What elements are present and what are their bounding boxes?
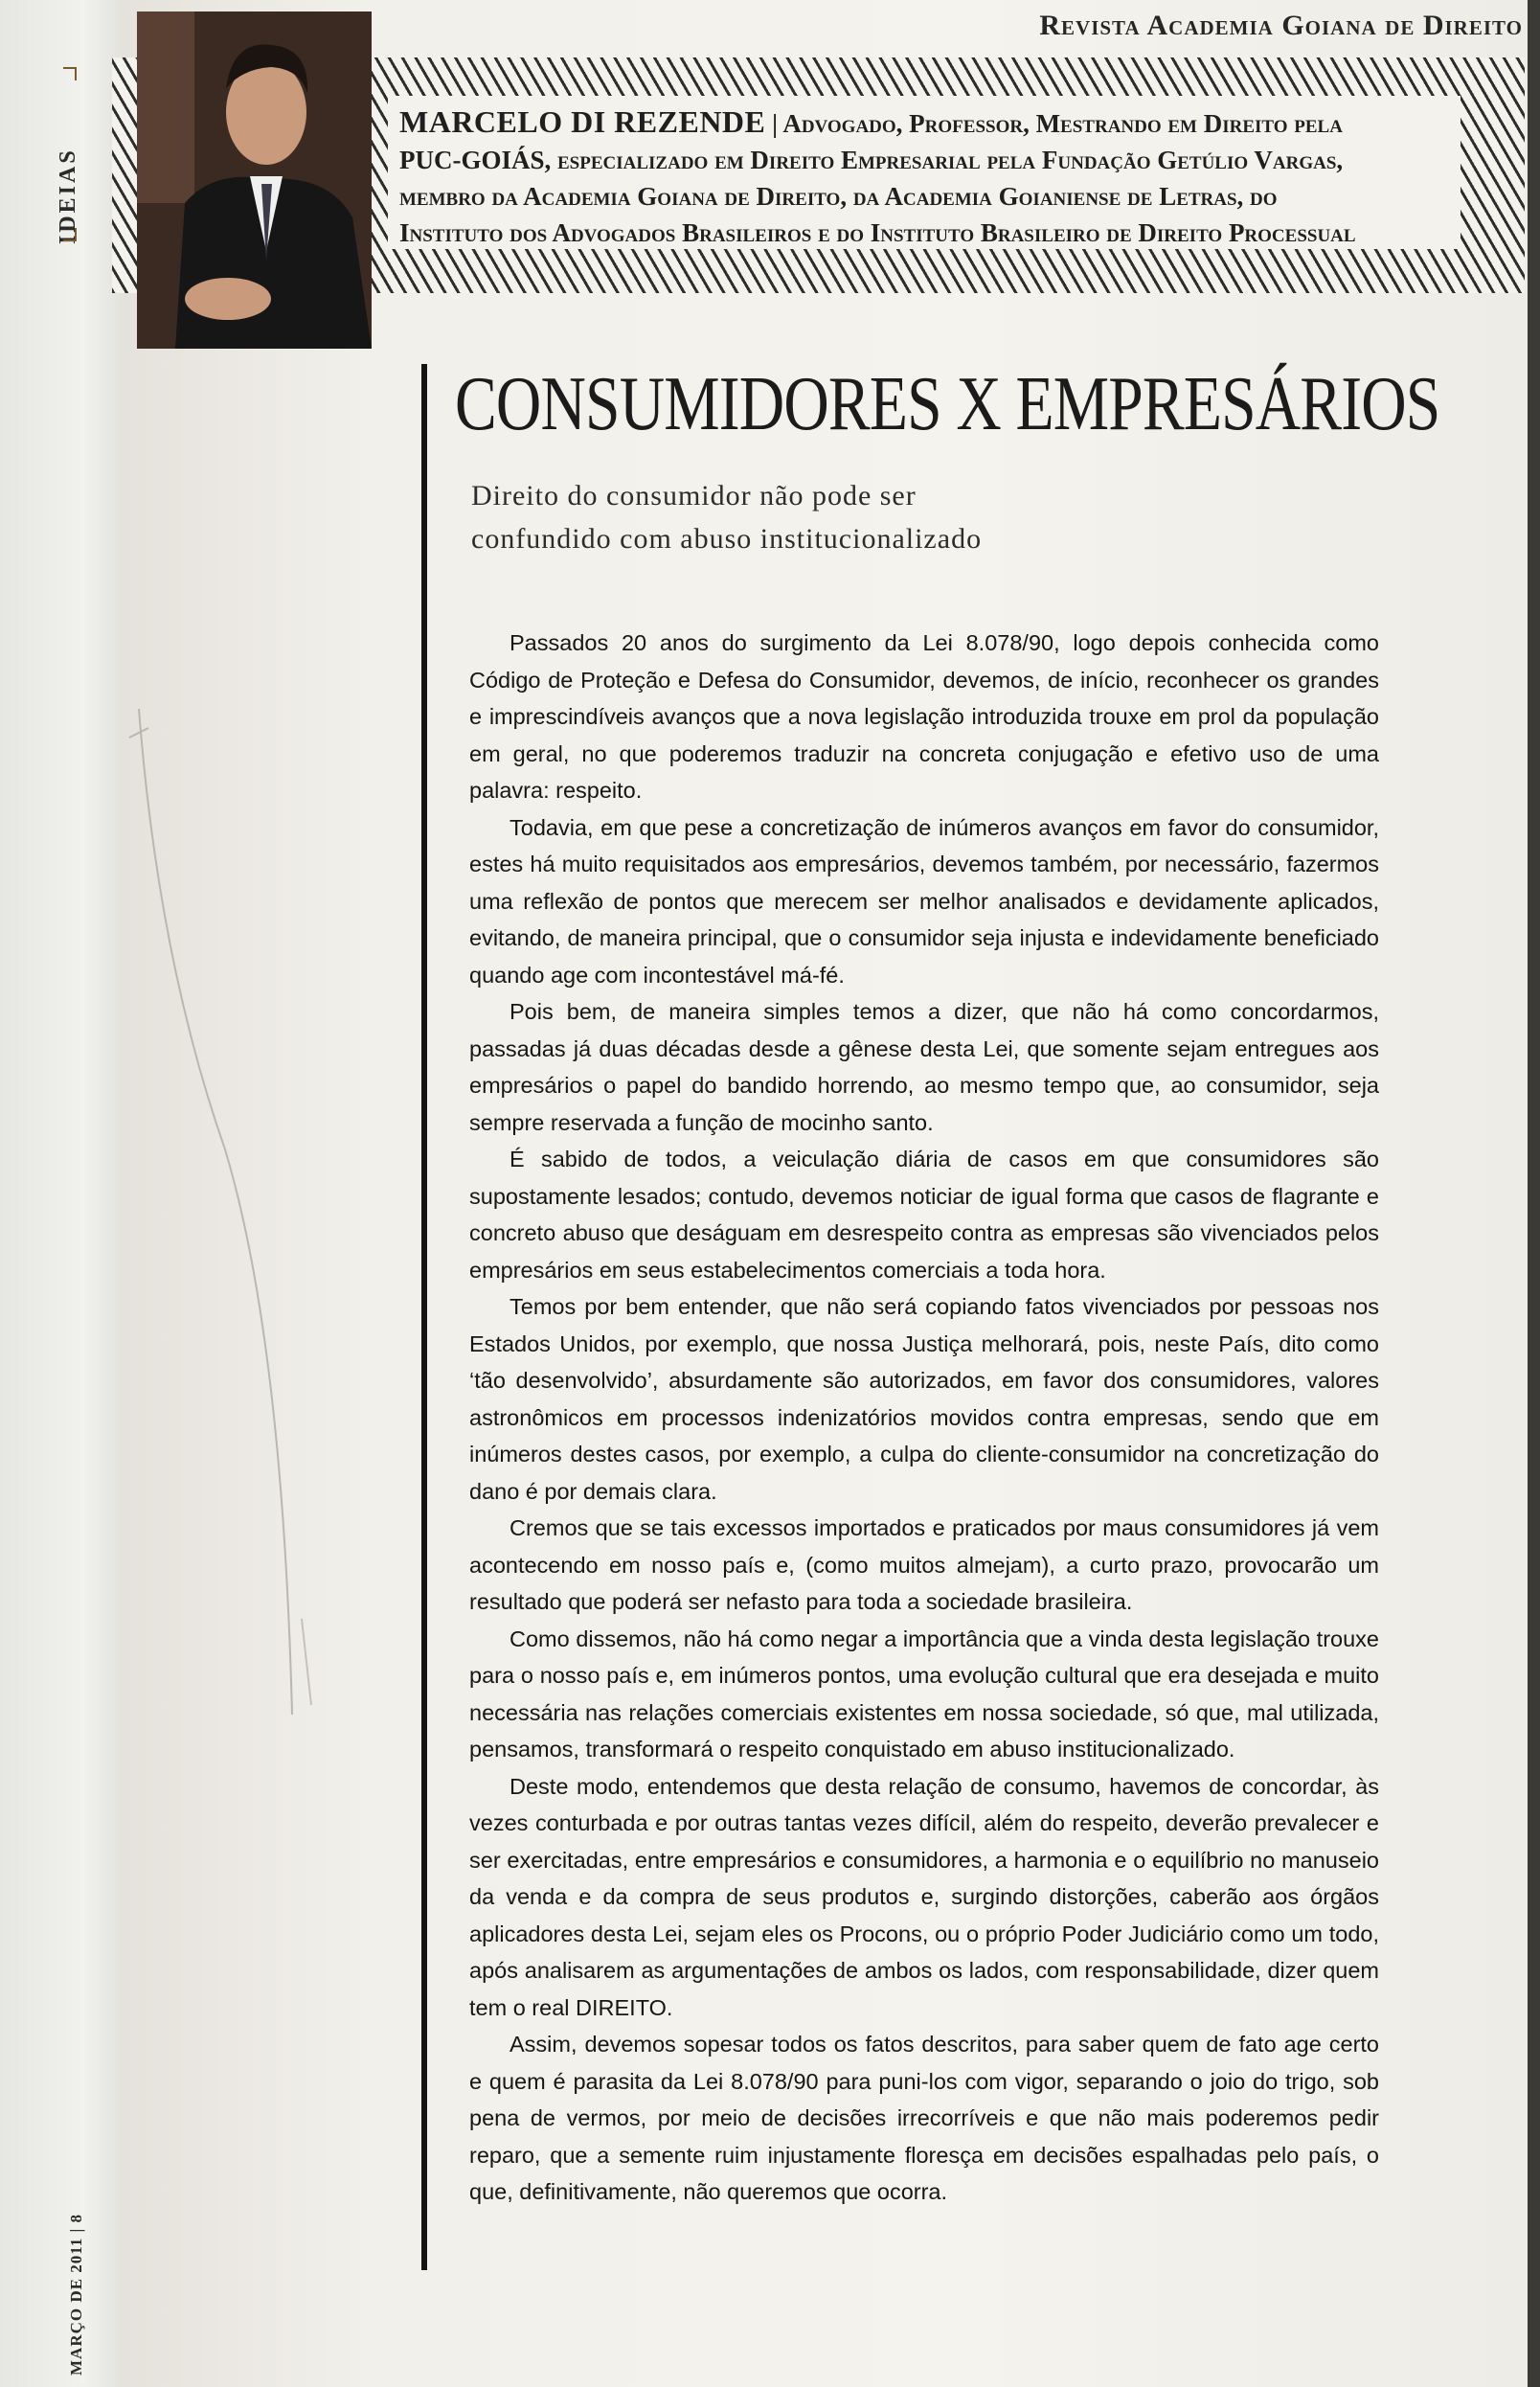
author-portrait-icon: [137, 11, 372, 349]
author-bio-text: | Advogado, Professor, Mestrando em Direito pela: [772, 109, 1343, 138]
subtitle-line: confundido com abuso institucionalizado: [471, 523, 983, 555]
article-title: CONSUMIDORES X EMPRESÁRIOS: [455, 362, 1440, 446]
author-bio: [388, 96, 1461, 249]
article-body: [469, 625, 1379, 2211]
author-bio-line-3: membro da Academia Goiana de Direito, da Academia Goianiense de Letras, do: [399, 182, 1278, 211]
paragraph: Pois bem, de maneira simples temos a dizer, que não há como concordarmos, passadas já duas décadas desde a gênese desta Lei, que somente sejam entregues aos empresários o papel do bandido horrendo, ao mesmo tempo que, ao consumidor, seja sempre reservada a função de mocinho santo.: [469, 999, 1379, 1135]
paragraph: Passados 20 anos do surgimento da Lei 8.078/90, logo depois conhecida como Código de Proteção e Defesa do Consumidor, devemos, de início, reconhecer os grandes e imprescindíveis avanços que a nova legislação introduzida trouxe em prol da população em geral, no que poderemos traduzir na concreta conjugação e efetivo uso de uma palavra: respeito.: [469, 630, 1379, 803]
paragraph: Assim, devemos sopesar todos os fatos descritos, para saber quem de fato age certo e quem é parasita da Lei 8.078/90 para puni-los com vigor, separando o joio do trigo, sob pena de vermos, por meio de decisões irrecorríveis e que não mais poderemos pedir reparo, que a semente ruim injustamente floresça em decisões espalhadas pelo país, o que, definitivamente, não queremos que ocorra.: [469, 2032, 1379, 2204]
section-label: IDEIAS: [56, 148, 80, 244]
paragraph: É sabido de todos, a veiculação diária de casos em que consumidores são supostamente lesados; contudo, devemos noticiar de igual forma que casos de flagrante e concreto abuso que deságuam em desrespeito contra as empresas são vivenciados pelos empresários em seus estabelecimentos comerciais a toda hora.: [469, 1147, 1379, 1283]
title-rule: [421, 364, 427, 2270]
paragraph: Todavia, em que pese a concretização de inúmeros avanços em favor do consumidor, estes há muito requisitados aos empresários, devemos também, por necessário, fazermos uma reflexão de pontos que merecem ser melhor analisados e devidamente aplicados, evitando, de maneira principal, que o consumidor seja injusta e indevidamente beneficiado quando age com incontestável má-fé.: [469, 814, 1379, 988]
paragraph: Como dissemos, não há como negar a importância que a vinda desta legislação trouxe para o nosso país e, em inúmeros pontos, uma evolução cultural que era desejada e muito necessária nas relações comerciais existentes em nossa sociedade, só que, mal utilizada, pensamos, transformará o respeito conquistado em abuso institucionalizado.: [469, 1625, 1379, 1762]
author-photo: [137, 11, 372, 349]
author-bio-line-1: [399, 103, 1449, 142]
paragraph: Temos por bem entender, que não será copiando fatos vivenciados por pessoas nos Estados Unidos, por exemplo, que nossa Justiça melhorará, pois, neste País, dito como ‘tão desenvolvido’, absurdamente são autorizados, em favor dos consumidores, valores astronômicos em processos indenizatórios movidos contra empresas, sendo que em inúmeros destes casos, por exemplo, a culpa do cliente-consumidor na concretização do dano é por demais clara.: [469, 1294, 1379, 1504]
author-name: MARCELO DI REZENDE: [399, 104, 766, 139]
author-bio-line-4: Instituto dos Advogados Brasileiros e do Instituto Brasileiro de Direito Processual: [399, 218, 1356, 247]
page-edge-shadow: [1528, 0, 1540, 2387]
paragraph: Cremos que se tais excessos importados e praticados por maus consumidores já vem acontecendo em nosso país e, (como muitos almejam), a curto prazo, provocarão um resultado que poderá ser nefasto para toda a sociedade brasileira.: [469, 1515, 1379, 1614]
bracket-bottom-icon: [63, 228, 77, 241]
bracket-top-icon: [63, 67, 77, 80]
journal-title: Revista Academia Goiana de Direito: [1039, 10, 1523, 41]
page-footer: MARÇO DE 2011 | 8: [67, 2213, 85, 2376]
section-tab: [38, 57, 115, 278]
paragraph: Deste modo, entendemos que desta relação de consumo, havemos de concordar, às vezes conturbada e por outras tantas vezes difícil, além do respeito, deverão prevalecer e ser exercitadas, entre empresários e consumidores, a harmonia e o equilíbrio no manuseio da venda e da compra de seus produtos e, surgindo distorções, caberão aos órgãos aplicadores desta Lei, sejam eles os Procons, ou o próprio Poder Judiciário como um todo, após analisarem as argumentações de ambos os lados, com responsabilidade, dizer quem tem o real DIREITO.: [469, 1773, 1379, 2020]
author-bio-line-2: PUC-GOIÁS, especializado em Direito Empresarial pela Fundação Getúlio Vargas,: [399, 146, 1344, 174]
subtitle-line: Direito do consumidor não pode ser: [471, 480, 917, 512]
article-subtitle: [471, 474, 1142, 560]
pencil-mark-icon: [120, 671, 369, 1724]
left-page-margin: [0, 0, 121, 2387]
